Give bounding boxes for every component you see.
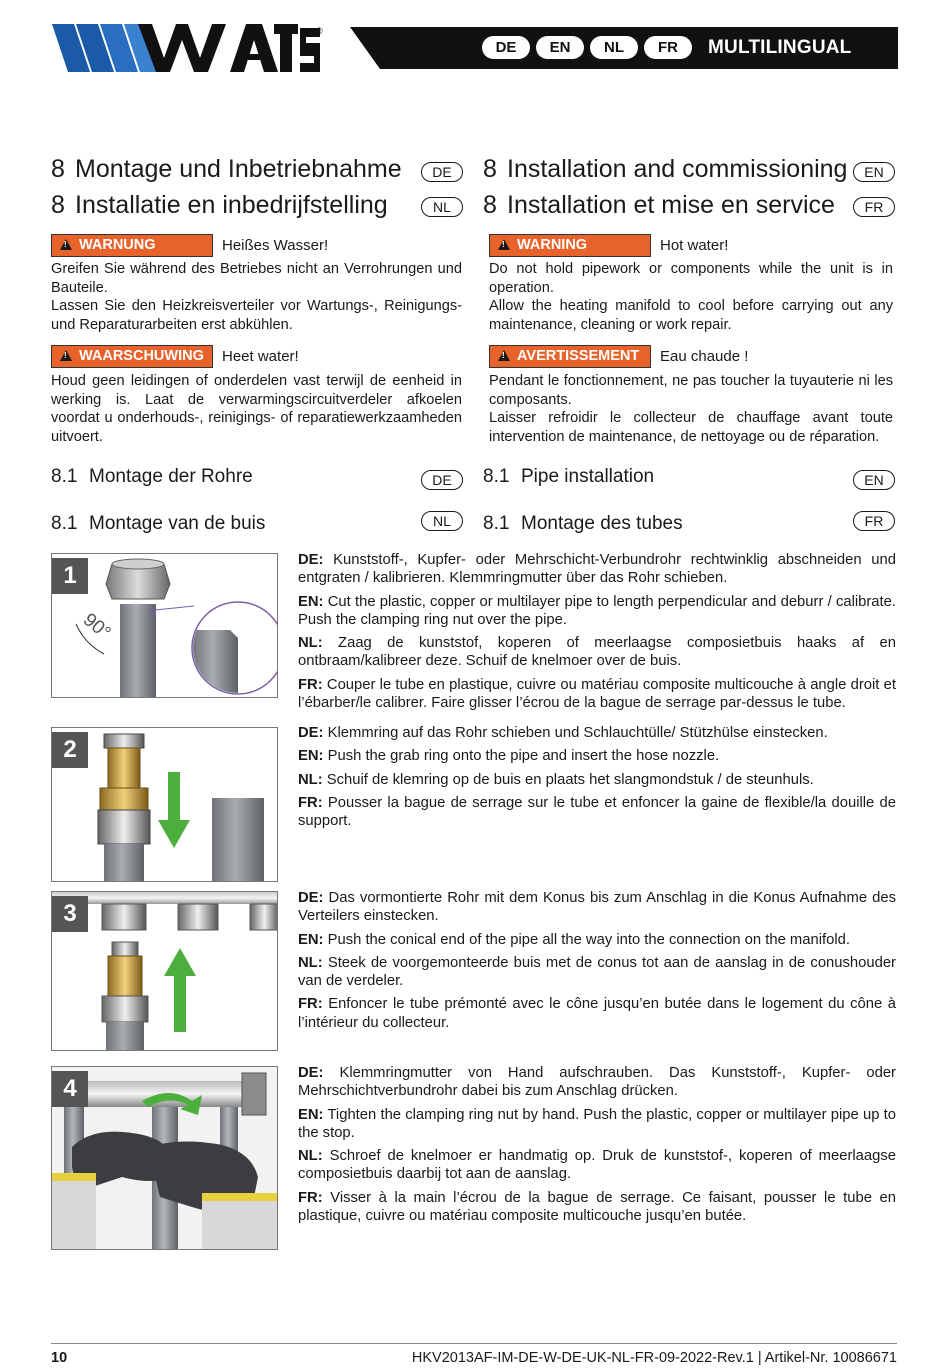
warning-title-de: Heißes Wasser! [222,237,329,254]
subheading-text: Montage der Rohre [89,466,253,487]
step-item: FR: Enfoncer le tube prémonté avec le cône jusqu’en butée dans le logement du cône à l’intérieur du collecteur. [298,996,896,1031]
warning-label-nl [51,345,213,368]
step-number: 4 [52,1071,88,1107]
step-3-illustration [51,891,278,1051]
subheading-text: Montage van de buis [89,513,266,534]
warning-triangle-icon [498,350,510,361]
heading-number: 8 [51,191,65,219]
footer-rule [51,1343,897,1344]
step-1-illustration [51,553,278,698]
heading-number: 8 [51,155,65,183]
step-number: 2 [52,732,88,768]
warning-line: Lassen Sie den Heizkreisverteiler vor Wartungs-, Reinigungs- und Reparaturarbeiten erst abkühlen. [51,298,462,333]
warning-label-text: WARNING [517,237,588,253]
multilingual-label: MULTILINGUAL [708,37,852,58]
svg-text:®: ® [316,26,323,36]
angle-label: 90° [78,609,115,644]
warning-title-en: Hot water! [660,237,729,254]
subheading-en [483,466,654,488]
step-number: 1 [52,558,88,594]
step-4-illustration [51,1066,278,1250]
step-number: 3 [52,896,88,932]
warning-label-de [51,234,213,257]
step-1-text [298,551,896,717]
heading-number: 8 [483,155,497,183]
lang-pill-fr: FR [644,36,692,59]
badge-en: EN [853,162,895,182]
subheading-number: 8.1 [483,513,510,534]
step-item: EN: Cut the plastic, copper or multilayer pipe to length perpendicular and deburr / calibrate. Push the clamping ring nut over the pipe. [298,593,896,628]
warning-label-en [489,234,651,257]
warning-triangle-icon [60,239,72,250]
warning-title-fr: Eau chaude ! [660,348,749,365]
step-item: FR: Visser à la main l’écrou de la bague de serrage. Ce faisant, pousser le tube en plastique, cuivre ou matériau composite multicouche jusqu’en butée. [298,1189,896,1225]
subheading-de [51,466,253,488]
warning-label-text: WAARSCHUWING [79,348,204,364]
badge-de: DE [421,470,463,490]
heading-number: 8 [483,191,497,219]
step-item: EN: Push the grab ring onto the pipe and insert the hose nozzle. [298,748,720,765]
step-item: DE: Das vormontierte Rohr mit dem Konus bis zum Anschlag in die Konus Aufnahme des Verteilers einstecken. [298,890,896,925]
step-item: DE: Kunststoff-, Kupfer- oder Mehrschicht-Verbundrohr rechtwinklig abschneiden und entgraten / kalibrieren. Klemmringmutter über das Rohr schieben. [298,552,896,587]
step-item: DE: Klemmringmutter von Hand aufschrauben. Das Kunststoff-, Kupfer- oder Mehrschichtverbundrohr dabei bis zum Anschlag drücken. [298,1065,896,1100]
step-item: FR: Pousser la bague de serrage sur le tube et enfoncer la gaine de flexible/la douille de support. [298,794,896,830]
heading-nl [51,190,388,220]
warning-text-en [489,260,893,334]
warning-line: Allow the heating manifold to cool before carrying out any maintenance, cleaning or work repair. [489,298,893,333]
warning-text-de [51,260,462,334]
warning-line: Do not hold pipework or components while the unit is in operation. [489,261,893,296]
subheading-nl [51,513,265,535]
step-3-text [298,889,896,1037]
heading-text: Montage und Inbetriebnahme [75,155,402,183]
badge-fr: FR [853,197,895,217]
badge-en: EN [853,470,895,490]
heading-text: Installatie en inbedrijfstelling [75,191,388,219]
step-item: EN: Push the conical end of the pipe all the way into the connection on the manifold. [298,931,850,948]
warning-triangle-icon [498,239,510,250]
heading-fr [483,190,835,220]
warning-text-nl [51,372,462,446]
warning-line: Laisser refroidir le collecteur de chauffage avant toute intervention de maintenance, de nettoyage ou de réparation. [489,410,893,445]
subheading-fr [483,513,683,535]
heading-text: Installation et mise en service [507,191,835,219]
watts-logo [52,24,324,72]
warning-triangle-icon [60,350,72,361]
warning-line: Pendant le fonctionnement, ne pas toucher la tuyauterie ni les composants. [489,373,893,408]
warning-label-fr [489,345,651,368]
document-reference: HKV2013AF-IM-DE-W-DE-UK-NL-FR-09-2022-Rev.1 | Artikel-Nr. 10086671 [411,1350,897,1366]
step-item: FR: Couper le tube en plastique, cuivre ou matériau composite multicouche à angle droit et l’ébarber/le calibrer. Faire glisser l’écrou de la bague de serrage par-dessus le tube. [298,676,896,712]
badge-nl: NL [421,511,463,531]
step-2-illustration [51,727,278,882]
heading-de [51,154,402,184]
subheading-number: 8.1 [51,513,78,534]
page-number: 10 [51,1350,68,1366]
step-item: NL: Schuif de klemring op de buis en plaats het slangmondstuk / de steunhuls. [298,771,814,788]
language-pills [482,36,692,59]
warning-line: Houd geen leidingen of onderdelen vast terwijl de eenheid in werking is. Laat de verwarmingscircuitverdeler afkoelen voordat u onderhouds-, reinigings- of reparatiewerkzaamheden uitvoert. [51,373,462,445]
warning-text-fr [489,372,893,446]
subheading-number: 8.1 [483,466,510,487]
warning-label-text: AVERTISSEMENT [517,348,640,364]
warning-title-nl: Heet water! [222,348,299,365]
step-4-text [298,1064,896,1230]
heading-en [483,154,847,184]
warning-line: Greifen Sie während des Betriebes nicht an Verrohrungen und Bauteile. [51,261,462,296]
step-item: NL: Schroef de knelmoer er handmatig op. Druk de kunststof-, koperen of meerlaagse composietbuis daarbij tot aan de aanslag. [298,1148,896,1183]
lang-pill-nl: NL [590,36,638,59]
badge-de: DE [421,162,463,182]
heading-text: Installation and commissioning [507,155,848,183]
step-item: NL: Zaag de kunststof, koperen of meerlaagse composietbuis haaks af en ontbraam/kalibreer deze. Schuif de knelmoer over de buis. [298,635,896,670]
step-item: DE: Klemmring auf das Rohr schieben und Schlauchtülle/ Stützhülse einstecken. [298,725,828,741]
subheading-number: 8.1 [51,466,78,487]
step-item: NL: Steek de voorgemonteerde buis met de conus tot aan de aanslag in de conushouder van de verdeler. [298,954,896,990]
lang-pill-en: EN [536,36,584,59]
step-item: EN: Tighten the clamping ring nut by hand. Push the plastic, copper or multilayer pipe up to the stop. [298,1106,896,1141]
badge-nl: NL [421,197,463,217]
badge-fr: FR [853,511,895,531]
lang-pill-de: DE [482,36,530,59]
subheading-text: Montage des tubes [521,513,683,534]
subheading-text: Pipe installation [521,466,655,487]
warning-label-text: WARNUNG [79,237,156,253]
step-2-text [298,724,896,835]
